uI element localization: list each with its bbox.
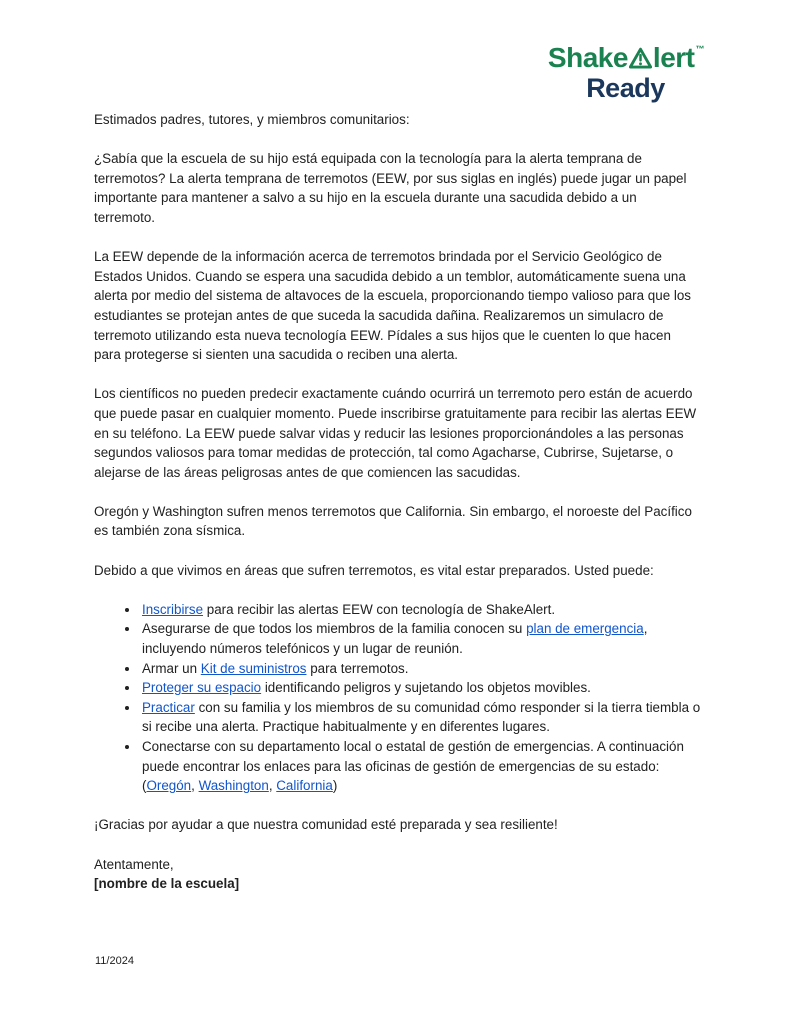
inline-link-washington[interactable]: Washington [198,778,269,794]
shakealert-wordmark [548,44,703,72]
list-item-text: , [268,778,277,794]
list-item-text: para recibir las alertas EEW con tecnología de ShakeAlert. [203,601,556,617]
letter-body [94,110,701,894]
inline-link-inscribirse[interactable]: Inscribirse [142,601,204,617]
inline-link-proteger-su-espacio[interactable]: Proteger su espacio [142,680,262,696]
inline-link-kit-de-suministros[interactable]: Kit de suministros [200,660,307,676]
list-item-text: Armar un [142,660,201,676]
school-name-placeholder: [nombre de la escuela] [94,876,240,892]
footer-date: 11/2024 [95,955,134,967]
list-item [140,659,701,679]
list-item [140,698,701,737]
list-item-text: Conectarse con su departamento local o estatal de gestión de emergencias. A continuación puede encontrar los enlaces para las oficinas de gestión de emergencias de su estado: ( [142,739,684,794]
shakealert-ready-logo [548,44,703,102]
bullet-list [94,600,701,796]
logo-text-lert: lert [652,42,695,73]
logo-text-ready: Ready [586,73,665,103]
paragraph-scientists: Los científicos no pueden predecir exactamente cuándo ocurrirá un terremoto pero están de acuerdo que puede pasar en cualquier momento. Puede inscribirse gratuitamente para recibir las alertas EEW en su teléfono. La EEW puede salvar vidas y reducir las lesiones proporcionándoles a las personas segundos valiosos para tomar medidas de protección, tal como Agacharse, Cubrirse, Sujetarse, o alejarse de las áreas peligrosas antes de que comiencen las sacudidas. [94,386,697,480]
list-item-text: , [191,778,199,794]
inline-link-practicar[interactable]: Practicar [142,699,195,715]
inline-link-oregon[interactable]: Oregón [146,778,192,794]
thanks-line: ¡Gracias por ayudar a que nuestra comunidad esté preparada y sea resiliente! [94,817,558,833]
list-item [140,619,701,658]
list-item-text: ) [332,778,338,794]
list-item-text: para terremotos. [306,660,409,676]
paragraph-region: Oregón y Washington sufren menos terremotos que California. Sin embargo, el noroeste del Pacífico es también zona sísmica. [94,503,692,539]
logo-text-shake: Shake [547,42,628,73]
paragraph-intro: ¿Sabía que la escuela de su hijo está equipada con la tecnología para la alerta temprana de terremotos? La alerta temprana de terremotos (EEW, por sus siglas en inglés) puede jugar un papel importante para mantener a salvo a su hijo en la escuela durante una sacudida debido a un terremoto. [94,151,687,225]
salutation: Estimados padres, tutores, y miembros comunitarios: [94,112,410,127]
paragraph-prepare-lead: Debido a que vivimos en áreas que sufren terremotos, es vital estar preparados. Usted puede: [94,562,654,578]
inline-link-plan-de-emergencia[interactable]: plan de emergencia [526,621,644,637]
inline-link-california[interactable]: California [276,778,333,794]
list-item [140,737,701,796]
paragraph-eew-info: La EEW depende de la información acerca de terremotos brindada por el Servicio Geológico de Estados Unidos. Cuando se espera una sacudida debido a un temblor, automáticamente suena una alerta por medio del sistema de altavoces de la escuela, proporcionando tiempo valioso para que los estudiantes se protejan antes de que suceda la sacudida dañina. Realizaremos un simulacro de terremoto utilizando esta nueva tecnología EEW. Pídales a sus hijos que le cuenten lo que hacen para protegerse si sienten una sacudida o reciben una alerta. [94,249,691,363]
closing-block [94,855,701,894]
list-item-text: identificando peligros y sujetando los objetos movibles. [261,680,591,696]
list-item-text: Asegurarse de que todos los miembros de la familia conocen su [142,621,527,637]
list-item-text: , incluyendo números telefónicos y un lugar de reunión. [142,621,648,657]
list-item [140,600,701,620]
closing-salutation: Atentamente, [94,856,174,872]
warning-triangle-icon [629,46,652,68]
list-item-text: con su familia y los miembros de su comunidad cómo responder si la tierra tiembla o si recibe una alerta. Practique habitualmente y en diferentes lugares. [142,699,701,735]
list-item [140,678,701,698]
trademark-symbol: ™ [695,43,704,54]
